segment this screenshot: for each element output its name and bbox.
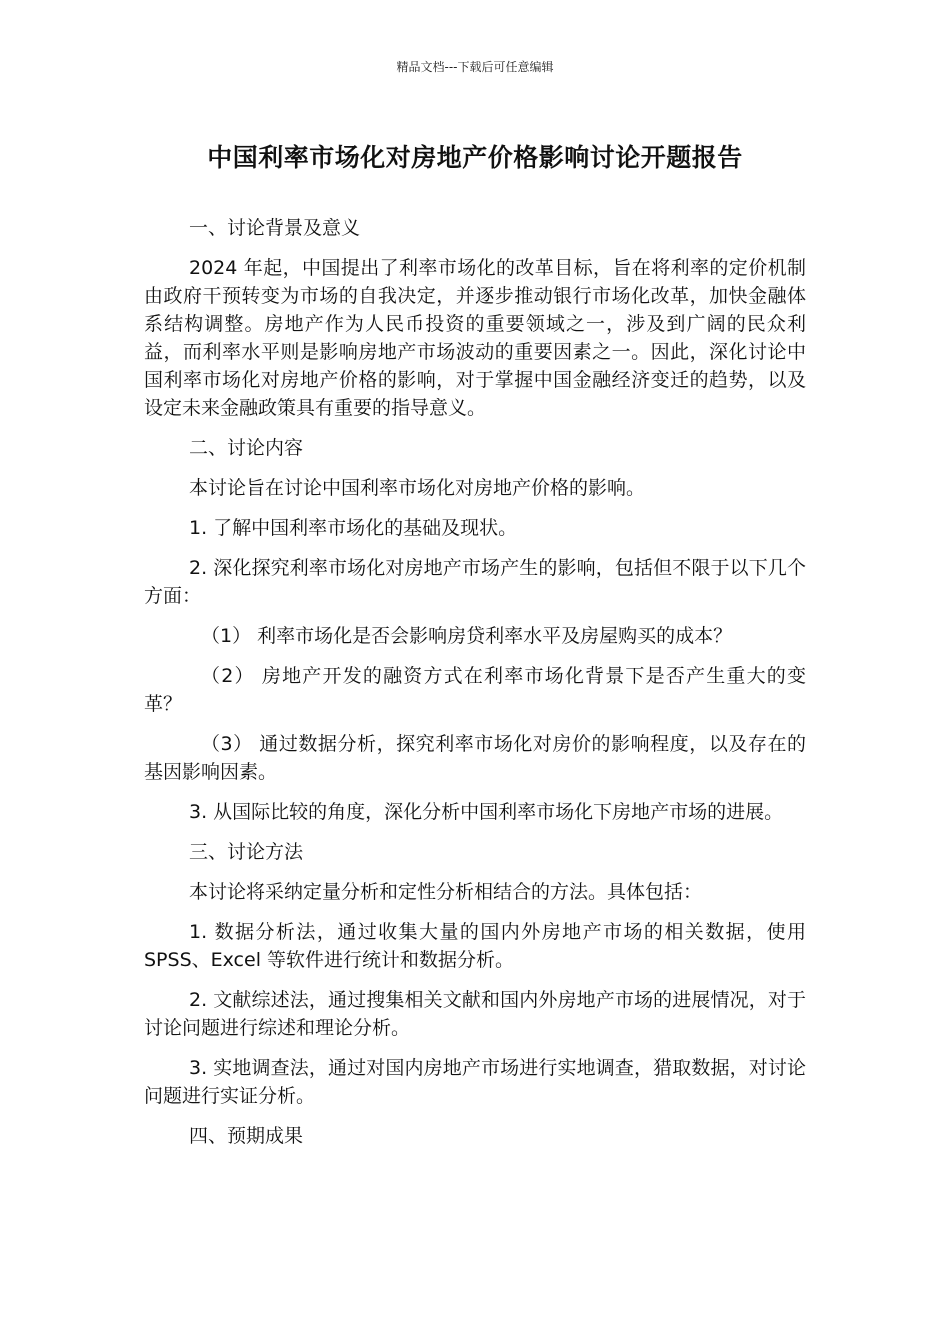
list-item-content-1: 1. 了解中国利率市场化的基础及现状。 [189, 517, 518, 539]
sub-item-1: （1） 利率市场化是否会影响房贷利率水平及房屋购买的成本？ [201, 625, 733, 647]
paragraph-content-intro: 本讨论旨在讨论中国利率市场化对房地产价格的影响。 [189, 477, 646, 499]
list-item-content-2: 2. 深化探究利率市场化对房地产市场产生的影响，包括但不限于以下几个方面： [144, 557, 806, 607]
sub-item-3: （3） 通过数据分析，探究利率市场化对房价的影响程度，以及存在的基因影响因素。 [144, 733, 806, 783]
section-heading-results: 四、预期成果 [189, 1125, 304, 1147]
paragraph-background: 2024 年起，中国提出了利率市场化的改革目标，旨在将利率的定价机制由政府干预转变为市场的自我决定，并逐步推动银行市场化改革，加快金融体系结构调整。房地产作为人民币投资的重要领域之一，涉及到广阔的民众利益，而利率水平则是影响房地产市场波动的重要因素之一。因此，深化讨论中国利率市场化对房地产价格的影响，对于掌握中国金融经济变迁的趋势，以及设定未来金融政策具有重要的指导意义。 [144, 257, 806, 419]
paragraph-method-intro: 本讨论将采纳定量分析和定性分析相结合的方法。具体包括： [189, 881, 703, 903]
document-body [144, 214, 806, 1162]
sub-item-2: （2） 房地产开发的融资方式在利率市场化背景下是否产生重大的变革？ [144, 665, 806, 715]
list-item-method-2: 2. 文献综述法，通过搜集相关文献和国内外房地产市场的进展情况，对于讨论问题进行综述和理论分析。 [144, 989, 806, 1039]
page-header: 精品文档---下载后可任意编辑 [396, 60, 554, 74]
document-title: 中国利率市场化对房地产价格影响讨论开题报告 [207, 143, 743, 172]
list-item-method-1: 1. 数据分析法，通过收集大量的国内外房地产市场的相关数据，使用 SPSS、Excel 等软件进行统计和数据分析。 [144, 921, 806, 971]
section-heading-background: 一、讨论背景及意义 [189, 217, 361, 239]
section-heading-method: 三、讨论方法 [189, 841, 304, 863]
list-item-method-3: 3. 实地调查法，通过对国内房地产市场进行实地调查，猎取数据，对讨论问题进行实证分析。 [144, 1057, 806, 1107]
list-item-content-3: 3. 从国际比较的角度，深化分析中国利率市场化下房地产市场的进展。 [189, 801, 784, 823]
section-heading-content: 二、讨论内容 [189, 437, 304, 459]
